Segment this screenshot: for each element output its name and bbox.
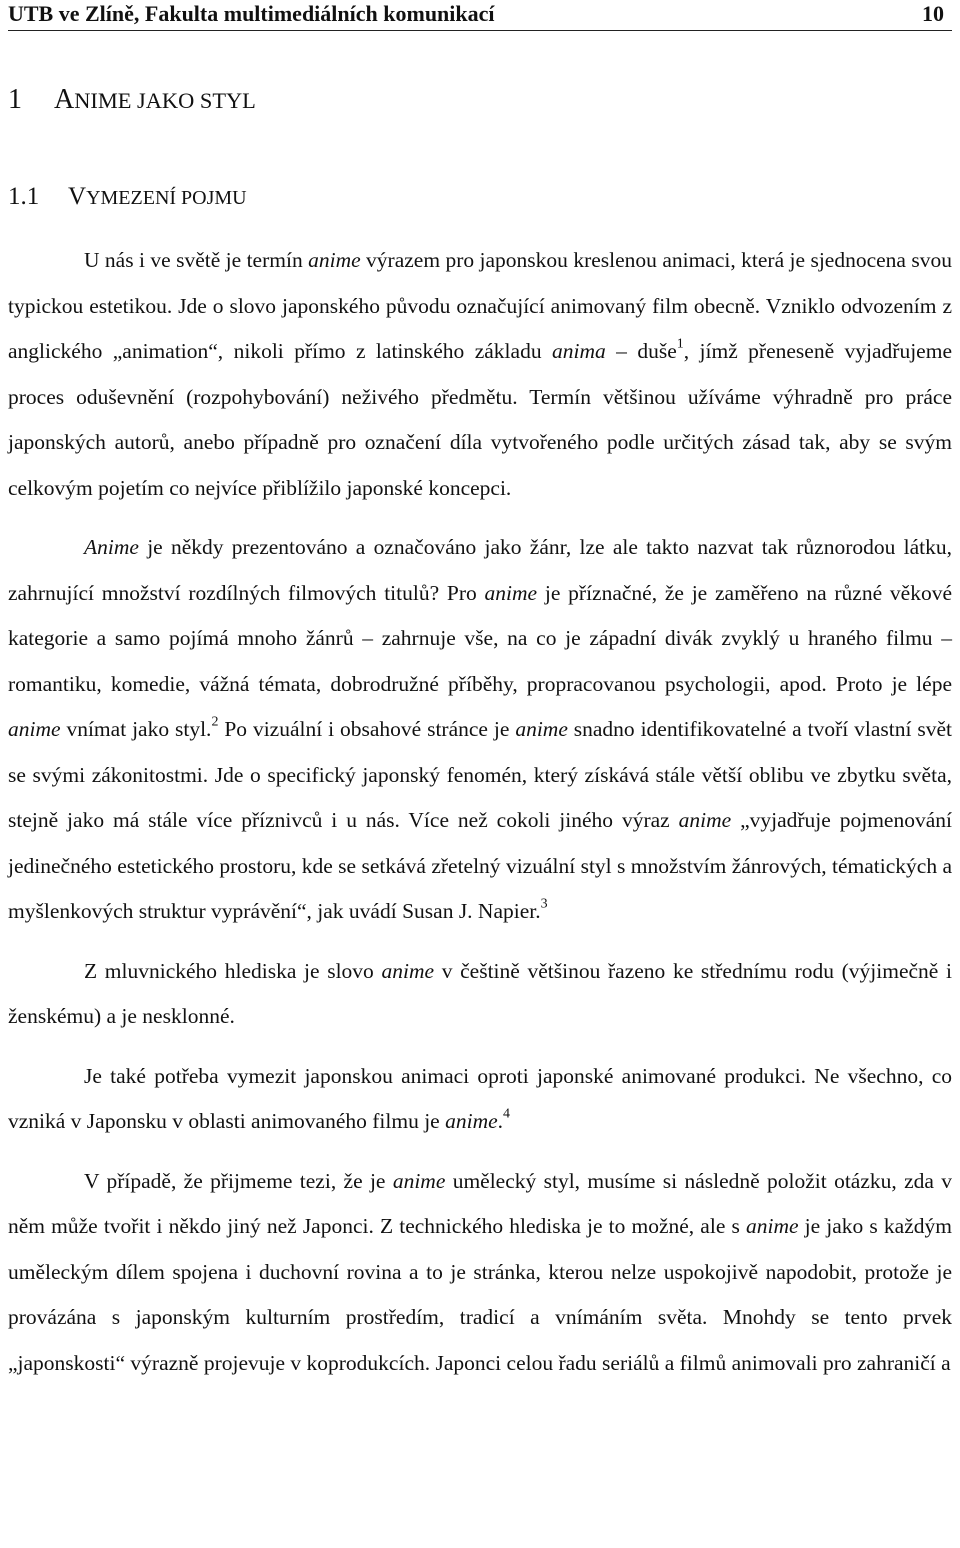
emphasis: anime [8,717,61,741]
text-run: vnímat jako styl. [60,717,212,741]
text-run: Z mluvnického hlediska je slovo [84,958,382,983]
text-run: Je také potřeba vymezit japonskou animaci oproti japonské animované produkci. Ne všechno, co vzniká v Japonsku v oblasti animovaného filmu je [8,1063,952,1133]
running-header-title: UTB ve Zlíně, Fakulta multimediálních komunikací [8,1,495,26]
text-run: je někdy prezentováno a označováno jako žánr, lze ale takto nazvat tak různorodou látku, zahrnující množství rozdílných filmových titulů? Pro [8,535,952,605]
text-run: v češtině většinou řazeno ke střednímu rodu (výjimečně i ženskému) a je nesklonné. [8,958,952,1028]
footnote-ref-4[interactable]: 4 [503,1106,510,1122]
text-run: výrazem pro japonskou kreslenou animaci, která je sjednocena svou typickou estetikou. Jde o slovo japonského původu označující animovaný film obecně. Vzniklo odvozením z anglického „animation“, nikoli přímo z latinského základu [8,248,952,363]
emphasis: anime [445,1109,498,1133]
page-number: 10 [922,1,944,26]
emphasis: anima [552,339,606,363]
paragraph-4 [8,1054,952,1145]
text-run: umělecký styl, musíme si následně položit otázku, zda v něm může tvořit i někdo jiný než Japonci. Z technického hlediska je to možné, ale s [8,1168,952,1238]
section-heading [8,180,247,215]
text-run: , jímž přeneseně vyjadřujeme proces oduševnění (rozpohybování) neživého předmětu. Termín většinou užíváme výhradně pro práce japonských autorů, anebo případně pro označení díla vytvořeného podle určitých zásad tak, aby se svým celkovým pojetím co nejvíce přiblížilo japonské koncepci. [8,339,952,500]
paragraph-5 [8,1159,952,1387]
paragraph-1 [8,238,952,511]
footnote-ref-3[interactable]: 3 [540,896,548,912]
running-header [8,0,952,31]
emphasis: anime [484,580,538,605]
chapter-number: 1 [8,84,22,115]
emphasis: anime [745,1214,799,1238]
paragraph-2 [8,525,952,935]
chapter-title-rest: NIME JAKO STYL [74,88,256,113]
emphasis: anime [308,248,361,272]
section-number: 1.1 [8,183,40,210]
emphasis: anime [678,808,732,832]
emphasis: anime [381,958,435,983]
emphasis: anime [392,1168,446,1193]
section-title-initial: V [68,183,87,210]
text-run: V případě, že přijmeme tezi, že je [84,1168,393,1193]
text-run: – duše [605,339,677,363]
paragraph-3 [8,949,952,1040]
body-text [8,238,952,1386]
chapter-title-initial: A [54,84,75,115]
text-run: snadno identifikovatelné a tvoří vlastní svět se svými zákonitostmi. Jde o specifický japonský fenomén, který získává stále větší oblibu ve zbytku světa, stejně jako má stále více příznivců i u nás. Více než cokoli jiného výraz [8,717,952,832]
chapter-heading [8,82,256,119]
text-run: U nás i ve světě je termín [84,248,309,272]
text-run: je jako s každým uměleckým dílem spojena i duchovní rovina a to je stránka, kterou nelze uspokojivě napodobit, protože je provázána s japonským kulturním prostředím, tradicí a vnímáním světa. Mnohdy se tento prvek „japonskosti“ výrazně projevuje v koprodukcích. Japonci celou řadu seriálů a filmů animovali pro zahraničí a [8,1214,952,1375]
text-run: Po vizuální i obsahové stránce je [218,717,516,741]
section-title-rest: YMEZENÍ POJMU [86,187,247,209]
emphasis: anime [515,717,568,741]
emphasis: Anime [84,535,139,559]
footnote-ref-2[interactable]: 2 [211,714,219,730]
text-run: je příznačné, že je zaměřeno na různé věkové kategorie a samo pojímá mnoho žánrů – zahrnuje vše, na co je západní divák zvyklý u hraného filmu – romantiku, komedie, vážná témata, dobrodružné příběhy, propracovanou psychologii, apod. Proto je lépe [8,580,952,696]
text-run: „vyjadřuje pojmenování jedinečného estetického prostoru, kde se setkává zřetelný vizuální styl s množstvím žánrových, tématických a myšlenkových struktur vyprávění“, jak uvádí Susan J. Napier. [8,808,952,923]
footnote-ref-1[interactable]: 1 [676,336,684,352]
text-run: . [497,1109,504,1133]
